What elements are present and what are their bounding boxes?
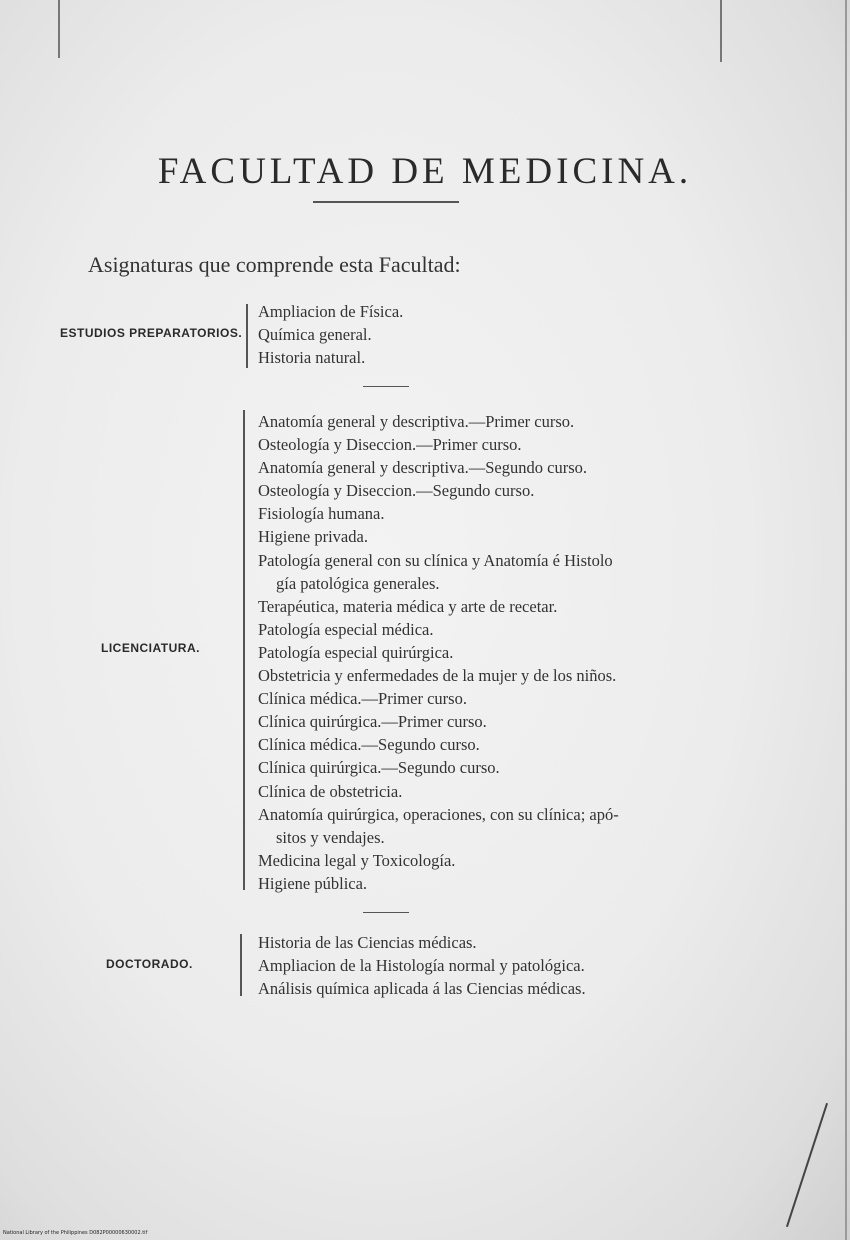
list-item: Patología especial médica. <box>258 619 434 639</box>
list-item: Patología general con su clínica y Anatomía é Histolo <box>258 550 613 570</box>
brace-doctorado <box>240 934 242 996</box>
list-item: Higiene pública. <box>258 873 368 893</box>
list-item: Clínica de obstetricia. <box>258 781 403 801</box>
subject-list-preparatorios <box>258 300 403 369</box>
list-item: Anatomía general y descriptiva.—Segundo curso. <box>258 458 587 478</box>
section-label-preparatorios: ESTUDIOS PREPARATORIOS. <box>60 326 243 340</box>
list-item-continuation <box>258 572 619 595</box>
section-divider <box>363 912 409 913</box>
section-label-licenciatura: LICENCIATURA. <box>101 641 200 655</box>
continuation-text: gía patológica generales. <box>276 573 440 593</box>
brace-licenciatura <box>243 410 245 890</box>
list-item-continuation <box>258 826 619 849</box>
section-divider <box>363 386 409 387</box>
list-item: Clínica quirúrgica.—Primer curso. <box>258 712 487 732</box>
list-item: Obstetricia y enfermedades de la mujer y de los niños. <box>258 666 617 686</box>
scan-footer: National Library of the Philippines D082P00000630002.tif <box>3 1230 148 1236</box>
scan-edge-right <box>720 0 722 62</box>
brace-preparatorios <box>246 304 248 368</box>
subtitle: Asignaturas que comprende esta Facultad: <box>88 252 461 277</box>
list-item: Historia natural. <box>258 348 366 368</box>
list-item: Terapéutica, materia médica y arte de recetar. <box>258 596 558 616</box>
subject-list-licenciatura <box>258 410 619 895</box>
scan-edge-left <box>58 0 60 58</box>
scan-edge-corner <box>786 1103 828 1227</box>
list-item: Historia de las Ciencias médicas. <box>258 933 477 952</box>
subject-list-doctorado <box>258 931 586 1000</box>
list-item: Química general. <box>258 325 372 345</box>
list-item: Osteología y Diseccion.—Segundo curso. <box>258 481 535 501</box>
page-title: FACULTAD DE MEDICINA. <box>157 151 693 192</box>
list-item: Ampliacion de la Histología normal y patológica. <box>258 956 585 976</box>
list-item: Ampliacion de Física. <box>258 302 404 321</box>
list-item: Clínica médica.—Segundo curso. <box>258 735 480 755</box>
list-item: Anatomía quirúrgica, operaciones, con su clínica; apó- <box>258 804 619 824</box>
title-underline <box>313 201 459 203</box>
section-label-doctorado: DOCTORADO. <box>106 957 193 971</box>
continuation-text: sitos y vendajes. <box>276 827 385 847</box>
list-item: Anatomía general y descriptiva.—Primer curso. <box>258 412 575 431</box>
list-item: Clínica quirúrgica.—Segundo curso. <box>258 758 500 778</box>
list-item: Fisiología humana. <box>258 504 385 524</box>
list-item: Osteología y Diseccion.—Primer curso. <box>258 435 522 455</box>
list-item: Higiene privada. <box>258 527 368 547</box>
list-item: Medicina legal y Toxicología. <box>258 850 456 870</box>
list-item: Análisis química aplicada á las Ciencias médicas. <box>258 979 586 999</box>
list-item: Clínica médica.—Primer curso. <box>258 689 467 709</box>
list-item: Patología especial quirúrgica. <box>258 642 454 662</box>
